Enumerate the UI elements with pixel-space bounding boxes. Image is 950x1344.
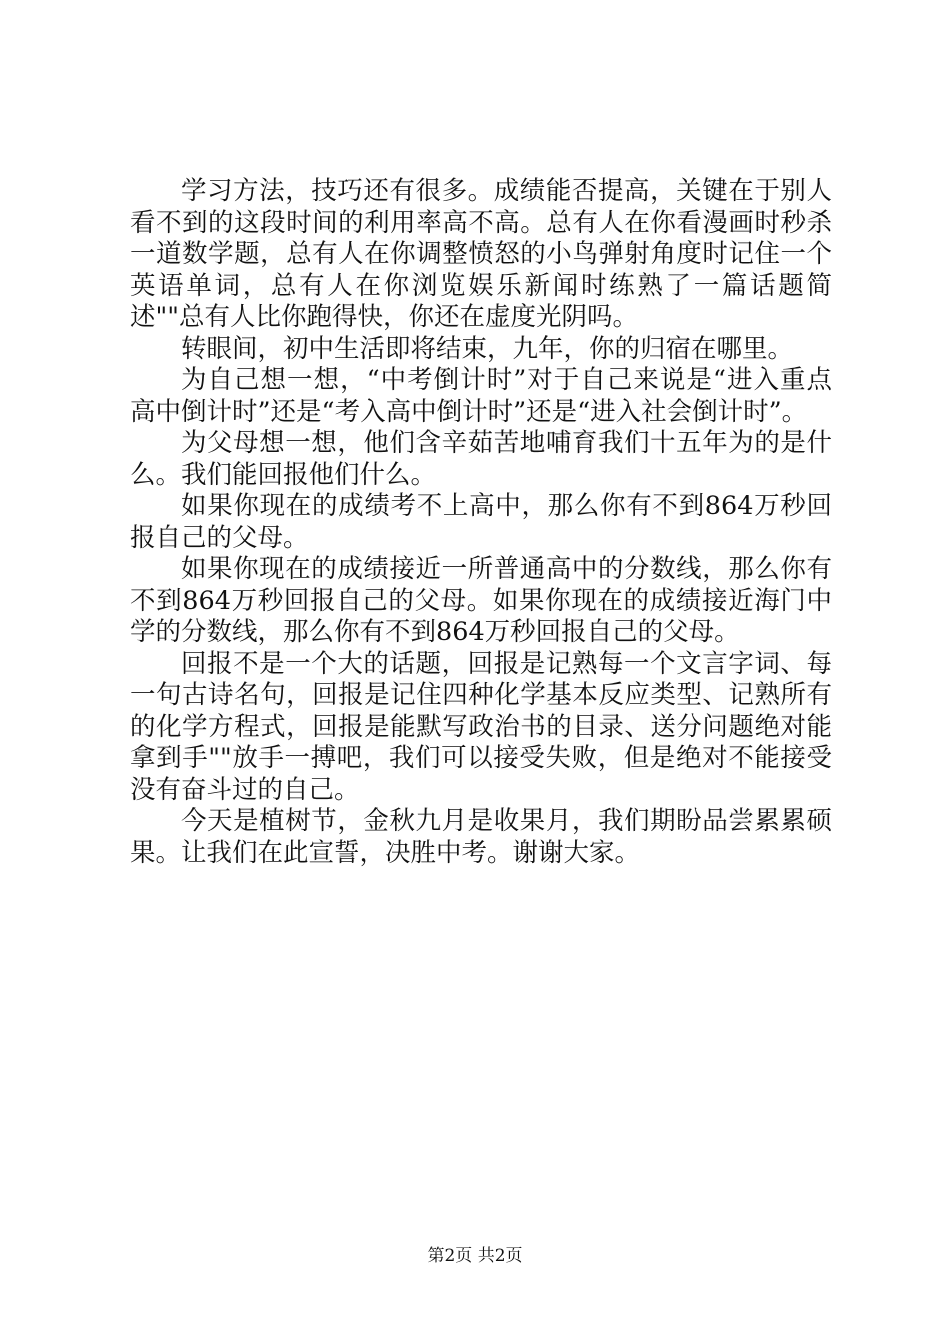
page-number-footer: 第2页 共2页	[427, 1246, 523, 1266]
paragraph-think-for-yourself: 为自己想一想，“中考倒计时”对于自己来说是“进入重点高中倒计时”还是“考入高中倒计时”还是“进入社会倒计时”。	[130, 365, 832, 427]
paragraph-think-for-parents: 为父母想一想，他们含辛茹苦地哺育我们十五年为的是什么。我们能回报他们什么。	[130, 428, 832, 490]
paragraph-repay: 回报不是一个大的话题，回报是记熟每一个文言字词、每一句古诗名句，回报是记住四种化学基本反应类型、记熟所有的化学方程式，回报是能默写政治书的目录、送分问题绝对能拿到手""放手一搏吧，我们可以接受失败，但是绝对不能接受没有奋斗过的自己。	[130, 648, 832, 805]
paragraph-junior-high-ending: 转眼间，初中生活即将结束，九年，你的归宿在哪里。	[181, 333, 794, 364]
paragraph-cannot-enter-high-school: 如果你现在的成绩考不上高中，那么你有不到864万秒回报自己的父母。	[130, 491, 832, 553]
paragraph-closing: 今天是植树节，金秋九月是收果月，我们期盼品尝累累硕果。让我们在此宣誓，决胜中考。谢谢大家。	[130, 806, 832, 868]
document-body	[130, 176, 832, 869]
paragraph-study-methods: 学习方法，技巧还有很多。成绩能否提高，关键在于别人看不到的这段时间的利用率高不高。总有人在你看漫画时秒杀一道数学题，总有人在你调整愤怒的小鸟弹射角度时记住一个英语单词，总有人在你浏览娱乐新闻时练熟了一篇话题简述""总有人比你跑得快，你还在虚度光阴吗。	[130, 176, 832, 332]
paragraph-near-score-line: 如果你现在的成绩接近一所普通高中的分数线，那么你有不到864万秒回报自己的父母。如果你现在的成绩接近海门中学的分数线，那么你有不到864万秒回报自己的父母。	[130, 554, 832, 647]
